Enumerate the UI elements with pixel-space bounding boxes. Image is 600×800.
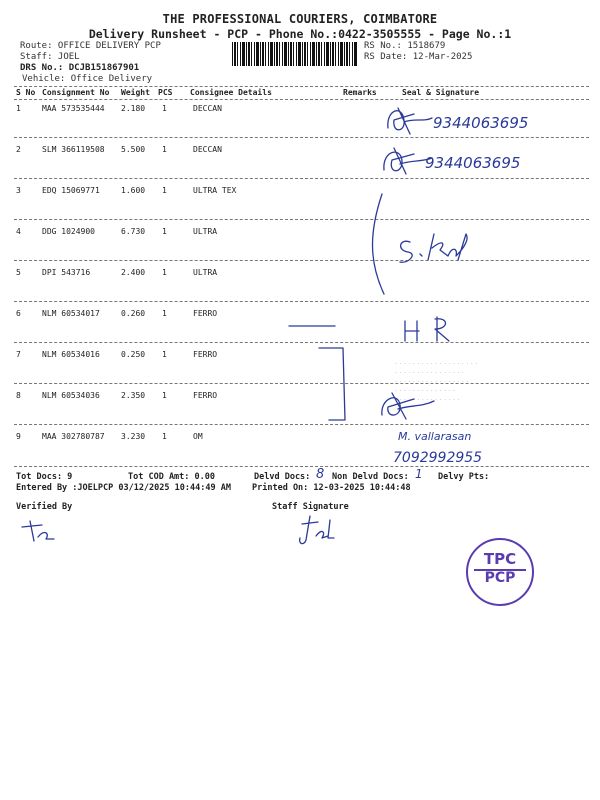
- cell-consignment: MAA 302780787: [42, 432, 105, 441]
- divider: [14, 86, 589, 87]
- staff-signature-label: Staff Signature: [272, 502, 349, 512]
- cell-sno: 2: [16, 145, 21, 154]
- cell-pcs: 1: [162, 186, 167, 195]
- handwritten-name-row9: M. vallarasan: [398, 430, 472, 443]
- cell-sno: 6: [16, 309, 21, 318]
- cell-weight: 3.230: [121, 432, 146, 441]
- cell-weight: 2.180: [121, 104, 146, 113]
- cell-weight: 0.250: [121, 350, 146, 359]
- row-divider: [14, 137, 589, 138]
- cell-sno: 7: [16, 350, 21, 359]
- signature-row6: [395, 305, 465, 345]
- cell-sno: 8: [16, 391, 21, 400]
- signature-row1: [380, 100, 440, 140]
- cell-sno: 9: [16, 432, 21, 441]
- cell-consignment: NLM 60534036: [42, 391, 100, 400]
- handwritten-delvd-count: 8: [316, 467, 325, 482]
- seal-line2: PCP: [484, 570, 516, 586]
- cell-consignment: SLM 366119508: [42, 145, 105, 154]
- cell-consignment: EDQ 15069771: [42, 186, 100, 195]
- handwritten-phone-row1: 9344063695: [433, 114, 529, 132]
- cell-consignee: ULTRA TEX: [193, 186, 237, 195]
- rs-number: RS No.: 1518679: [364, 41, 446, 51]
- col-consignment: Consignment No: [42, 88, 110, 97]
- cell-pcs: 1: [162, 309, 167, 318]
- tot-cod-amt: Tot COD Amt: 0.00: [128, 472, 215, 482]
- staff-label: Staff: JOEL: [20, 52, 80, 62]
- signature-row8: [374, 385, 444, 425]
- cell-sno: 4: [16, 227, 21, 236]
- cell-pcs: 1: [162, 227, 167, 236]
- row-divider: [14, 301, 589, 302]
- col-remarks: Remarks: [343, 88, 377, 97]
- cell-consignment: DDG 1024900: [42, 227, 95, 236]
- col-consignee: Consignee Details: [190, 88, 272, 97]
- handwritten-phone-row9: 7092992955: [393, 450, 483, 466]
- signature-rows3-5: [362, 190, 482, 300]
- barcode: [232, 42, 357, 66]
- cell-consignee: ULTRA: [193, 268, 218, 277]
- cell-consignee: OM: [193, 432, 203, 441]
- cell-consignment: NLM 60534016: [42, 350, 100, 359]
- cell-pcs: 1: [162, 104, 167, 113]
- col-seal: Seal & Signature: [402, 88, 480, 97]
- cell-consignee: DECCAN: [193, 104, 222, 113]
- row-divider: [14, 219, 589, 220]
- cell-weight: 6.730: [121, 227, 146, 236]
- cell-pcs: 1: [162, 432, 167, 441]
- cell-sno: 3: [16, 186, 21, 195]
- cell-weight: 2.350: [121, 391, 146, 400]
- vehicle-label: Vehicle: Office Delivery: [22, 74, 153, 84]
- cell-consignee: FERRO: [193, 391, 218, 400]
- bracket-rows7-8: [285, 320, 365, 430]
- cell-sno: 5: [16, 268, 21, 277]
- col-pcs: PCS: [158, 88, 173, 97]
- printed-on: Printed On: 12-03-2025 10:44:48: [252, 483, 411, 493]
- handwritten-non-delvd-count: 1: [415, 467, 423, 481]
- route-label: Route: OFFICE DELIVERY PCP: [20, 41, 161, 51]
- row-divider: [14, 178, 589, 179]
- cell-pcs: 1: [162, 268, 167, 277]
- rs-date: RS Date: 12-Mar-2025: [364, 52, 473, 62]
- divider: [14, 99, 589, 100]
- verified-signature: [20, 515, 70, 545]
- cell-weight: 0.260: [121, 309, 146, 318]
- cell-consignment: DPI 543716: [42, 268, 91, 277]
- cell-consignee: ULTRA: [193, 227, 218, 236]
- col-weight: Weight: [121, 88, 150, 97]
- cell-pcs: 1: [162, 350, 167, 359]
- cell-weight: 5.500: [121, 145, 146, 154]
- verified-by-label: Verified By: [16, 502, 73, 512]
- delvd-docs: Delvd Docs:: [254, 472, 311, 482]
- cell-pcs: 1: [162, 145, 167, 154]
- handwritten-phone-row2: 9344063695: [425, 154, 521, 172]
- col-sno: S No: [16, 88, 36, 97]
- entered-by: Entered By :JOELPCP 03/12/2025 10:44:49 AM: [16, 483, 231, 493]
- delvy-pts: Delvy Pts:: [438, 472, 490, 482]
- drs-number: DRS No.: DCJB151867901: [20, 63, 140, 73]
- row-divider: [14, 260, 589, 261]
- faded-company-stamp: · · · · · · · · · · · · · · · · · · · · · · · · · · · · · · · · · · · · · · · · · · · · · · · · · · · · · · · · · · · · · · · · · · · · · · · · · · · · · · · · ·: [395, 360, 478, 404]
- non-delvd-docs: Non Delvd Docs:: [332, 472, 409, 482]
- company-title: THE PROFESSIONAL COURIERS, COIMBATORE: [162, 12, 438, 26]
- cell-consignee: DECCAN: [193, 145, 222, 154]
- divider: [14, 466, 589, 467]
- company-seal: [466, 538, 534, 606]
- tot-docs: Tot Docs: 9: [16, 472, 73, 482]
- cell-weight: 1.600: [121, 186, 146, 195]
- cell-weight: 2.400: [121, 268, 146, 277]
- seal-line1: TPC: [483, 550, 517, 568]
- cell-consignee: FERRO: [193, 350, 218, 359]
- cell-consignment: MAA 573535444: [42, 104, 105, 113]
- cell-consignee: FERRO: [193, 309, 218, 318]
- cell-consignment: NLM 60534017: [42, 309, 100, 318]
- runsheet-subtitle: Delivery Runsheet - PCP - Phone No.:0422-3505555 - Page No.:1: [88, 27, 512, 41]
- cell-pcs: 1: [162, 391, 167, 400]
- staff-signature: [296, 512, 346, 548]
- cell-sno: 1: [16, 104, 21, 113]
